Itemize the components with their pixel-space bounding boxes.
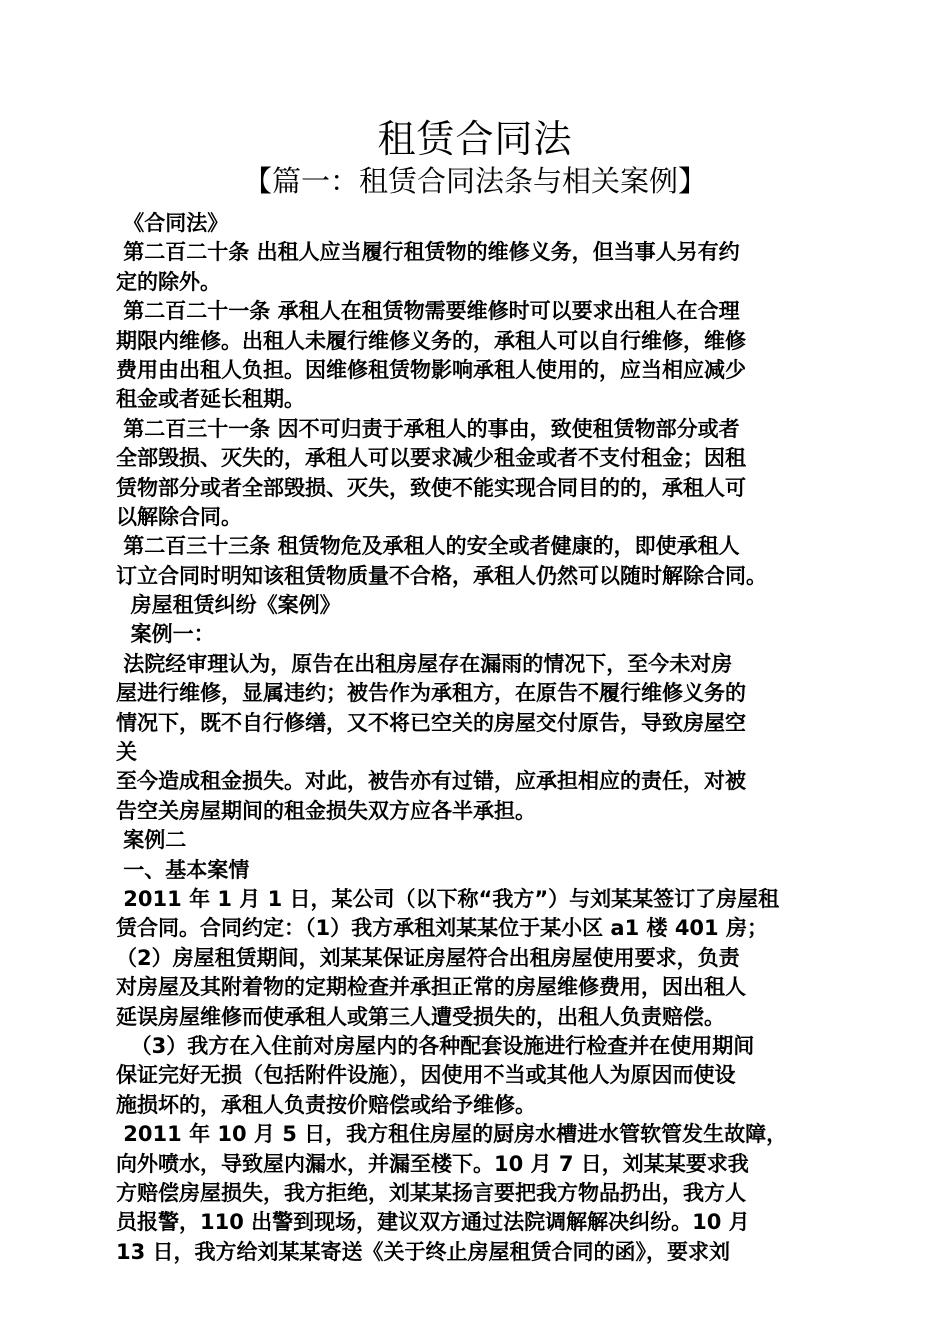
body-line: 定的除外。 bbox=[116, 269, 221, 294]
body-line: 全部毁损、灭失的，承租人可以要求减少租金或者不支付租金；因租 bbox=[116, 446, 746, 471]
body-line: 法院经审理认为，原告在出租房屋存在漏雨的情况下，至今未对房 bbox=[116, 651, 733, 676]
page-title: 租赁合同法 bbox=[377, 117, 573, 161]
body-line: 赁物部分或者全部毁损、灭失，致使不能实现合同目的的，承租人可 bbox=[116, 475, 746, 500]
body-line: 屋进行维修，显属违约；被告作为承租方，在原告不履行维修义务的 bbox=[116, 681, 746, 706]
body-line: 情况下，既不自行修缮，又不将已空关的房屋交付原告，导致房屋空 bbox=[116, 710, 746, 735]
body-line: 第二百二十条 出租人应当履行租赁物的维修义务，但当事人另有约 bbox=[116, 240, 740, 265]
body-line: 保证完好无损（包括附件设施），因使用不当或其他人为原因而使设 bbox=[116, 1063, 736, 1088]
body-line: 13 日，我方给刘某某寄送《关于终止房屋租赁合同的函》，要求刘 bbox=[116, 1239, 731, 1264]
body-line: 2011 年 10 月 5 日，我方租住房屋的厨房水槽进水管软管发生故障， bbox=[116, 1122, 788, 1147]
body-line: （3）我方在入住前对房屋内的各种配套设施进行检查并在使用期间 bbox=[116, 1033, 755, 1058]
body-line: 对房屋及其附着物的定期检查并承担正常的房屋维修费用，因出租人 bbox=[116, 975, 746, 1000]
body-line: 一、基本案情 bbox=[116, 857, 250, 882]
body-line: 第二百三十三条 租赁物危及承租人的安全或者健康的，即使承租人 bbox=[116, 534, 740, 559]
page-subtitle: 【篇一：租赁合同法条与相关案例】 bbox=[242, 164, 707, 198]
body-line: 延误房屋维修而使承租人或第三人遭受损失的，出租人负责赔偿。 bbox=[116, 1004, 725, 1029]
body-line: 员报警，110 出警到现场，建议双方通过法院调解解决纠纷。10 月 bbox=[116, 1210, 750, 1235]
body-line: 案例二 bbox=[116, 828, 187, 853]
body-line: 租金或者延长租期。 bbox=[116, 387, 305, 412]
body-line: 向外喷水，导致屋内漏水，并漏至楼下。10 月 7 日，刘某某要求我 bbox=[116, 1151, 749, 1176]
body-line: 施损坏的，承租人负责按价赔偿或给予维修。 bbox=[116, 1092, 536, 1117]
body-line: 费用由出租人负担。因维修租赁物影响承租人使用的，应当相应减少 bbox=[116, 357, 746, 382]
body-line: 告空关房屋期间的租金损失双方应各半承担。 bbox=[116, 798, 536, 823]
body-line: 至今造成租金损失。对此，被告亦有过错，应承担相应的责任，对被 bbox=[116, 769, 746, 794]
body-line: 第二百二十一条 承租人在租赁物需要维修时可以要求出租人在合理 bbox=[116, 299, 740, 324]
document-body bbox=[116, 209, 836, 1267]
body-line: 第二百三十一条 因不可归责于承租人的事由，致使租赁物部分或者 bbox=[116, 416, 740, 441]
body-line: 期限内维修。出租人未履行维修义务的，承租人可以自行维修，维修 bbox=[116, 328, 746, 353]
body-line: 关 bbox=[116, 740, 137, 765]
body-line: 以解除合同。 bbox=[116, 504, 242, 529]
body-line: 房屋租赁纠纷《案例》 bbox=[116, 593, 341, 618]
body-line: （2）房屋租赁期间，刘某某保证房屋符合出租房屋使用要求，负责 bbox=[116, 945, 740, 970]
body-line: 方赔偿房屋损失，我方拒绝，刘某某扬言要把我方物品扔出，我方人 bbox=[116, 1180, 746, 1205]
body-line: 赁合同。合同约定：（1）我方承租刘某某位于某小区 a1 楼 401 房； bbox=[116, 916, 768, 941]
body-line: 《合同法》 bbox=[116, 211, 229, 235]
body-line: 2011 年 1 月 1 日，某公司（以下称“我方”）与刘某某签订了房屋租 bbox=[116, 886, 780, 911]
body-line: 案例一： bbox=[116, 622, 215, 647]
body-line: 订立合同时明知该租赁物质量不合格，承租人仍然可以随时解除合同。 bbox=[116, 563, 767, 588]
